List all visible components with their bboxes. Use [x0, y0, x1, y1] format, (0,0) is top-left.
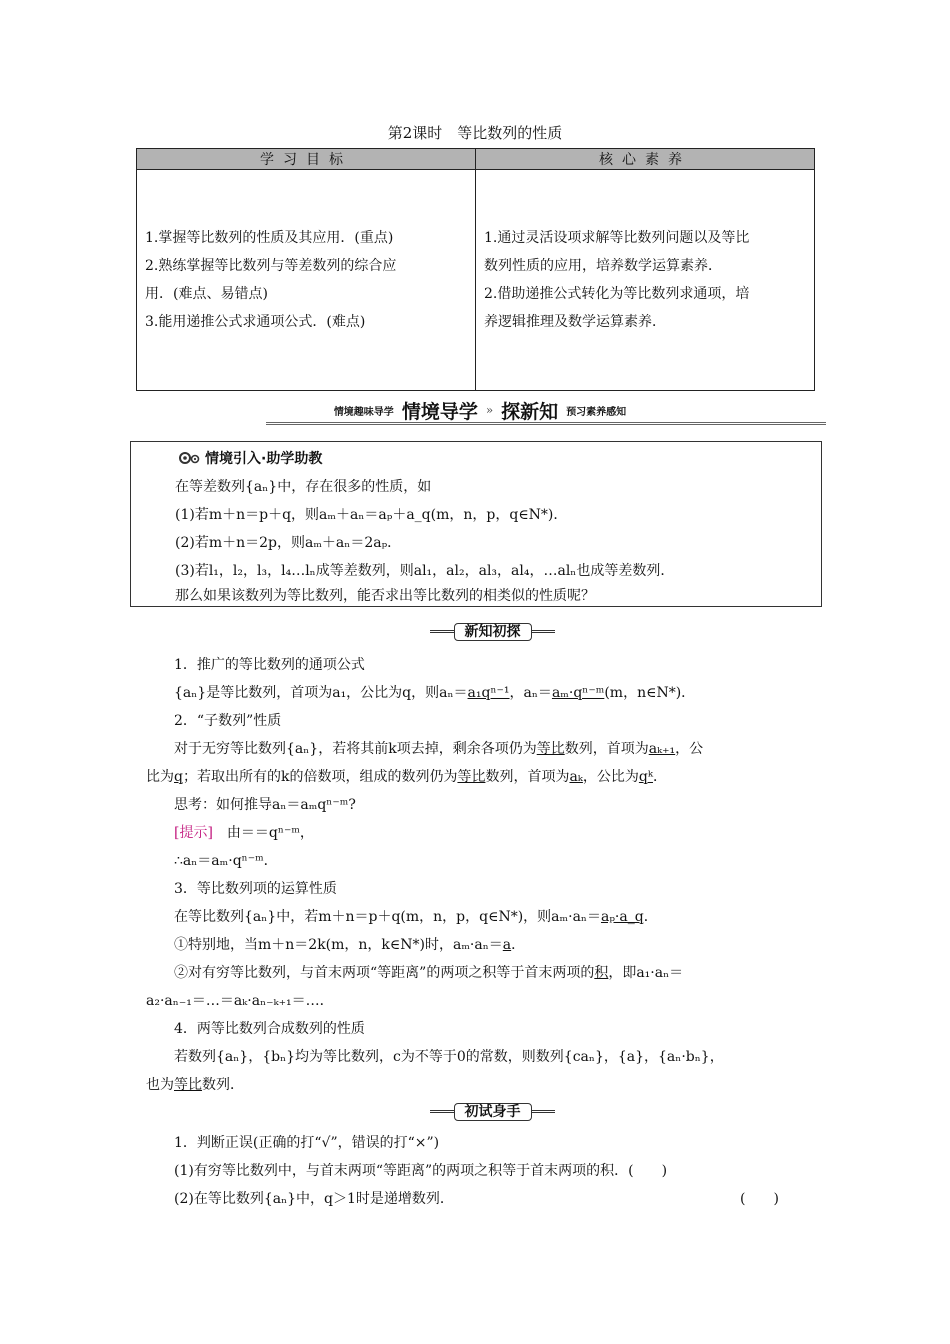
content-text: 对于无穷等比数列{aₙ}，若将其前k项去掉，剩余各项仍为 [174, 741, 537, 757]
content-line: 若数列{aₙ}，{bₙ}均为等比数列，c为不等于0的常数，则数列{caₙ}，{a}，{aₙ·bₙ}， [174, 1049, 724, 1065]
content-line: (2)在等比数列{aₙ}中，q＞1时是递增数列． [174, 1191, 454, 1207]
answer-bracket: ( ) [740, 1191, 779, 1207]
answer-blank: 等比 [536, 741, 565, 757]
content-line [174, 738, 703, 758]
content-line: 3．等比数列项的运算性质 [174, 881, 337, 897]
intro-line: (1)若m＋n＝p＋q，则aₘ＋aₙ＝aₚ＋a_q(m，n，p，q∈N*)． [175, 507, 568, 523]
content-text: 也为 [146, 1077, 174, 1093]
answer-blank: a [502, 937, 512, 953]
content-line: 思考：如何推导aₙ＝aₘqⁿ⁻ᵐ? [174, 797, 356, 813]
intro-line: (3)若l₁，l₂，l₃，l₄…lₙ成等差数列，则al₁，al₂，al₃，al₄，…alₙ也成等差数列． [175, 563, 675, 579]
goal-line: 用．(难点、易错点) [145, 286, 268, 302]
content-line: 4．两等比数列合成数列的性质 [174, 1021, 365, 1037]
goals-table [136, 148, 815, 391]
content-line: 2．“子数列”性质 [174, 713, 282, 729]
content-text: ． [511, 937, 526, 953]
content-line [174, 962, 683, 982]
content-text: ，公 [675, 741, 704, 757]
content-text: {aₙ}是等比数列，首项为a₁，公比为q，则aₙ＝ [174, 685, 468, 701]
banner-divider [266, 422, 826, 425]
answer-blank: qᵏ [638, 769, 653, 785]
goal-line: 2.熟练掌握等比数列与等差数列的综合应 [145, 258, 397, 274]
goals-header-left: 学习目标 [137, 149, 476, 170]
content-line [174, 906, 658, 926]
section-tag-label: 新知初探 [454, 623, 532, 641]
answer-blank: q [174, 769, 183, 785]
content-line: 1．推广的等比数列的通项公式 [174, 657, 365, 673]
intro-heading [177, 448, 322, 468]
gear-icon [177, 450, 201, 466]
page-title: 第2课时 等比数列的性质 [387, 124, 563, 142]
content-text: 由＝＝qⁿ⁻ᵐ， [212, 825, 314, 841]
intro-heading-text: 情境引入·助学助教 [205, 451, 323, 467]
content-line: ∴aₙ＝aₘ·qⁿ⁻ᵐ． [174, 853, 278, 869]
content-text: ，即a₁·aₙ＝ [608, 965, 684, 981]
goal-line: 1.掌握等比数列的性质及其应用．(重点) [145, 230, 394, 246]
content-line [174, 682, 695, 702]
answer-blank: 等比 [174, 1077, 202, 1093]
answer-blank: aₘ·qⁿ⁻ᵐ [551, 685, 605, 701]
answer-blank: aₚ·a_q [600, 909, 644, 925]
double-chevron-icon: » [485, 403, 494, 417]
content-line [174, 822, 314, 842]
content-text: ②对有穷等比数列，与首末两项“等距离”的两项之积等于首末两项的 [174, 965, 595, 981]
content-text: 数列，首项为 [485, 769, 570, 785]
intro-line: (2)若m＋n＝2p，则aₘ＋aₙ＝2aₚ． [175, 535, 402, 551]
literacy-line: 养逻辑推理及数学运算素养． [484, 314, 666, 330]
answer-blank: 等比 [457, 769, 486, 785]
literacy-line: 2.借助递推公式转化为等比数列求通项，培 [484, 286, 750, 302]
intro-line: 在等差数列{aₙ}中，存在很多的性质，如 [175, 479, 432, 495]
goal-line: 3.能用递推公式求通项公式．(难点) [145, 314, 366, 330]
content-line [146, 1074, 244, 1094]
content-text: ，公比为 [582, 769, 639, 785]
section-banner [260, 398, 700, 422]
content-line: a₂·aₙ₋₁＝…＝aₖ·aₙ₋ₖ₊₁＝…． [146, 993, 334, 1009]
content-text: (m，n∈N*)． [604, 685, 696, 701]
content-text: ；若取出所有的k的倍数项，组成的数列仍为 [182, 769, 458, 785]
content-text: ． [652, 769, 667, 785]
content-line [174, 934, 525, 954]
content-line [146, 766, 667, 786]
section-tag-first-try [430, 1103, 555, 1121]
literacy-line: 数列性质的应用，培养数学运算素养． [484, 258, 722, 274]
content-line: (1)有穷等比数列中，与首末两项“等距离”的两项之积等于首末两项的积．( ) [174, 1163, 668, 1179]
answer-blank: aₖ₊₁ [648, 741, 676, 757]
content-text: 在等比数列{aₙ}中，若m＋n＝p＋q(m，n，p，q∈N*)，则aₘ·aₙ＝ [174, 909, 601, 925]
banner-right-caption: 预习素养感知 [566, 406, 627, 418]
banner-title-left: 情境导学 [401, 400, 478, 423]
answer-blank: aₖ [569, 769, 583, 785]
section-tag-new-knowledge [430, 623, 555, 641]
intro-line: 那么如果该数列为等比数列，能否求出等比数列的相类似的性质呢？ [175, 588, 595, 604]
banner-title-right: 探新知 [501, 400, 559, 423]
section-tag-label: 初试身手 [454, 1103, 532, 1121]
literacy-line: 1.通过灵活设项求解等比数列问题以及等比 [484, 230, 750, 246]
hint-label: [提示] [174, 825, 213, 841]
goals-right-cell [476, 170, 815, 391]
banner-left-caption: 情境趣味导学 [333, 406, 394, 418]
content-text: 数列，首项为 [564, 741, 649, 757]
goals-left-cell [137, 170, 476, 391]
content-line: 1．判断正误(正确的打“√”，错误的打“×”) [174, 1135, 440, 1151]
answer-blank: 积 [594, 965, 609, 981]
content-text: ①特别地，当m＋n＝2k(m，n，k∈N*)时，aₘ·aₙ＝ [174, 937, 503, 953]
intro-box [130, 441, 822, 607]
goals-header-right: 核心素养 [476, 149, 815, 170]
content-text: 比为 [146, 769, 174, 785]
answer-blank: a₁qⁿ⁻¹ [467, 685, 510, 701]
content-text: ，aₙ＝ [509, 685, 552, 701]
content-text: 数列． [202, 1077, 244, 1093]
content-text: ． [643, 909, 658, 925]
